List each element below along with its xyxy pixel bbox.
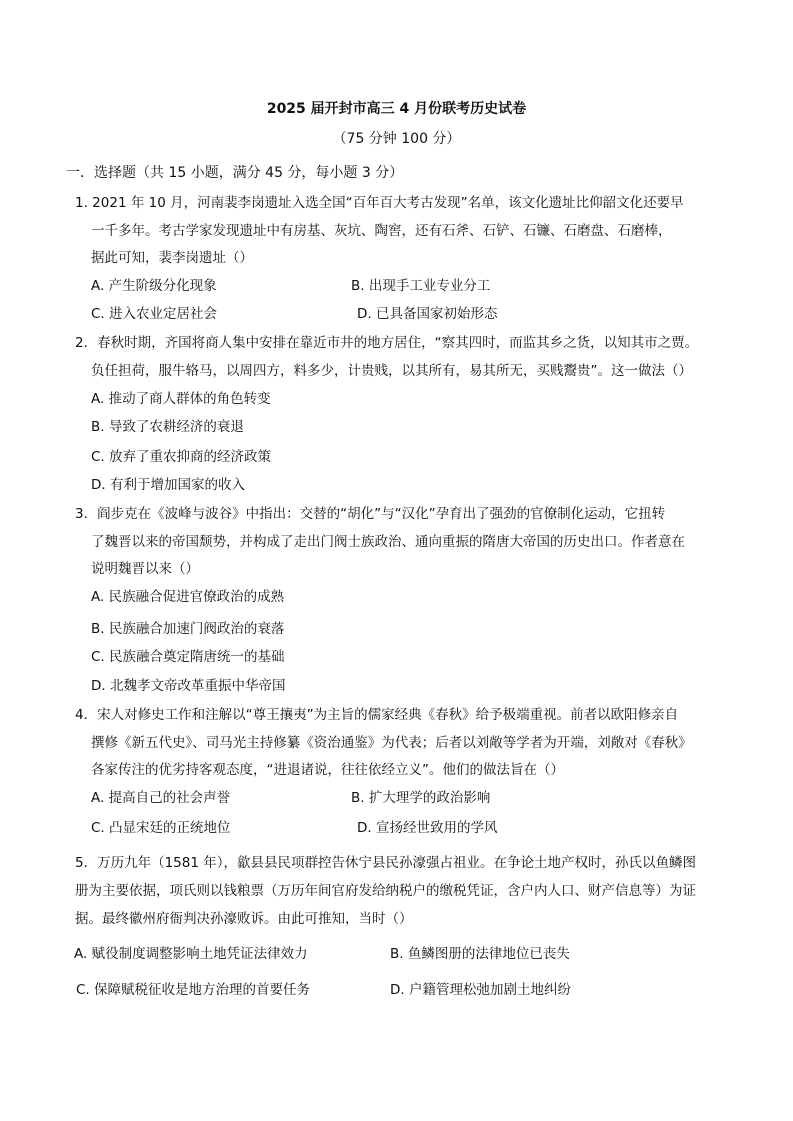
question-1-line-3: 据此可知，裴李岗遗址（） <box>91 250 253 266</box>
question-1-line-1: 1. 2021 年 10 月，河南裴李岗遗址入选全国“百年百大考古发现”名单，该文化遗址比仰韶文化还要早 <box>75 195 684 211</box>
question-4-line-3: 各家传注的优劣持客观态度，“进退诸说，往往依经立义”。他们的做法旨在（） <box>91 762 564 778</box>
question-2-option-b: B. 导致了农耕经济的衰退 <box>91 419 244 435</box>
question-5-line-3: 据。最终徽州府衙判决孙濠败诉。由此可推知，当时（） <box>75 911 413 927</box>
question-5-option-a: A. 赋役制度调整影响土地凭证法律效力 <box>74 946 308 962</box>
question-2-option-d: D. 有利于增加国家的收入 <box>91 477 245 493</box>
question-5-option-d: D. 户籍管理松弛加剧土地纠纷 <box>390 982 571 998</box>
question-4-option-d: D. 宣扬经世致用的学风 <box>357 820 498 836</box>
question-1-option-d: D. 已具备国家初始形态 <box>357 306 498 322</box>
question-4-option-c: C. 凸显宋廷的正统地位 <box>91 820 231 836</box>
question-4-line-2: 撰修《新五代史》、司马光主持修纂《资治通鉴》为代表；后者以刘敞等学者为开端，刘敞对《春秋》 <box>91 735 692 751</box>
question-4-line-1: 4．宋人对修史工作和注解以“尊王攘夷”为主旨的儒家经典《春秋》给予极端重视。前者以欧阳修亲自 <box>75 707 679 723</box>
question-2-option-a: A. 推动了商人群体的角色转变 <box>91 391 271 407</box>
question-4-option-a: A. 提高自己的社会声誉 <box>91 790 231 806</box>
question-5-line-1: 5．万历九年（1581 年），歙县县民项群控告休宁县民孙濠强占祖业。在争论土地产权时，孙氏以鱼鳞图 <box>75 855 696 871</box>
exam-title: 2025 届开封市高三 4 月份联考历史试卷 <box>266 101 527 117</box>
question-1-option-b: B. 出现手工业专业分工 <box>351 278 491 294</box>
question-1-option-c: C. 进入农业定居社会 <box>91 306 218 322</box>
exam-duration-score: （75 分钟 100 分） <box>332 131 461 147</box>
question-1-line-2: 一千多年。考古学家发现遗址中有房基、灰坑、陶窖，还有石斧、石铲、石镰、石磨盘、石磨棒， <box>91 223 672 239</box>
question-3-line-1: 3．阎步克在《波峰与波谷》中指出：交替的“胡化”与“汉化”孕育出了强劲的官僚制化运动，它扭转 <box>75 506 666 522</box>
question-3-option-a: A. 民族融合促进官僚政治的成熟 <box>91 589 285 605</box>
section-heading: 一．选择题（共 15 小题，满分 45 分，每小题 3 分） <box>66 165 404 181</box>
question-2-option-c: C. 放弃了重农抑商的经济政策 <box>91 449 272 465</box>
question-2-line-2: 负任担荷，服牛辂马，以周四方，料多少，计贵贱，以其所有，易其所无，买贱鬻贵”。这一做法（） <box>91 363 692 379</box>
question-3-option-c: C. 民族融合奠定隋唐统一的基础 <box>91 649 285 665</box>
question-3-line-2: 了魏晋以来的帝国颓势，并构成了走出门阀士族政治、通向重振的隋唐大帝国的历史出口。作者意在 <box>91 534 685 550</box>
question-3-line-3: 说明魏晋以来（） <box>91 561 199 577</box>
question-3-option-b: B. 民族融合加速门阀政治的衰落 <box>91 621 285 637</box>
question-2-line-1: 2．春秋时期，齐国将商人集中安排在靠近市井的地方居住，“察其四时，而监其乡之货，以知其市之贾。 <box>75 335 699 351</box>
question-3-option-d: D. 北魏孝文帝改革重振中华帝国 <box>91 678 286 694</box>
question-5-option-b: B. 鱼鳞图册的法律地位已丧失 <box>390 946 570 962</box>
question-5-option-c: C. 保障赋税征收是地方治理的首要任务 <box>76 982 311 998</box>
question-4-option-b: B. 扩大理学的政治影响 <box>351 790 491 806</box>
question-5-line-2: 册为主要依据，项氏则以钱粮票（万历年间官府发给纳税户的缴税凭证，含户内人口、财产信息等）为证 <box>75 883 696 899</box>
question-1-option-a: A. 产生阶级分化现象 <box>91 278 217 294</box>
